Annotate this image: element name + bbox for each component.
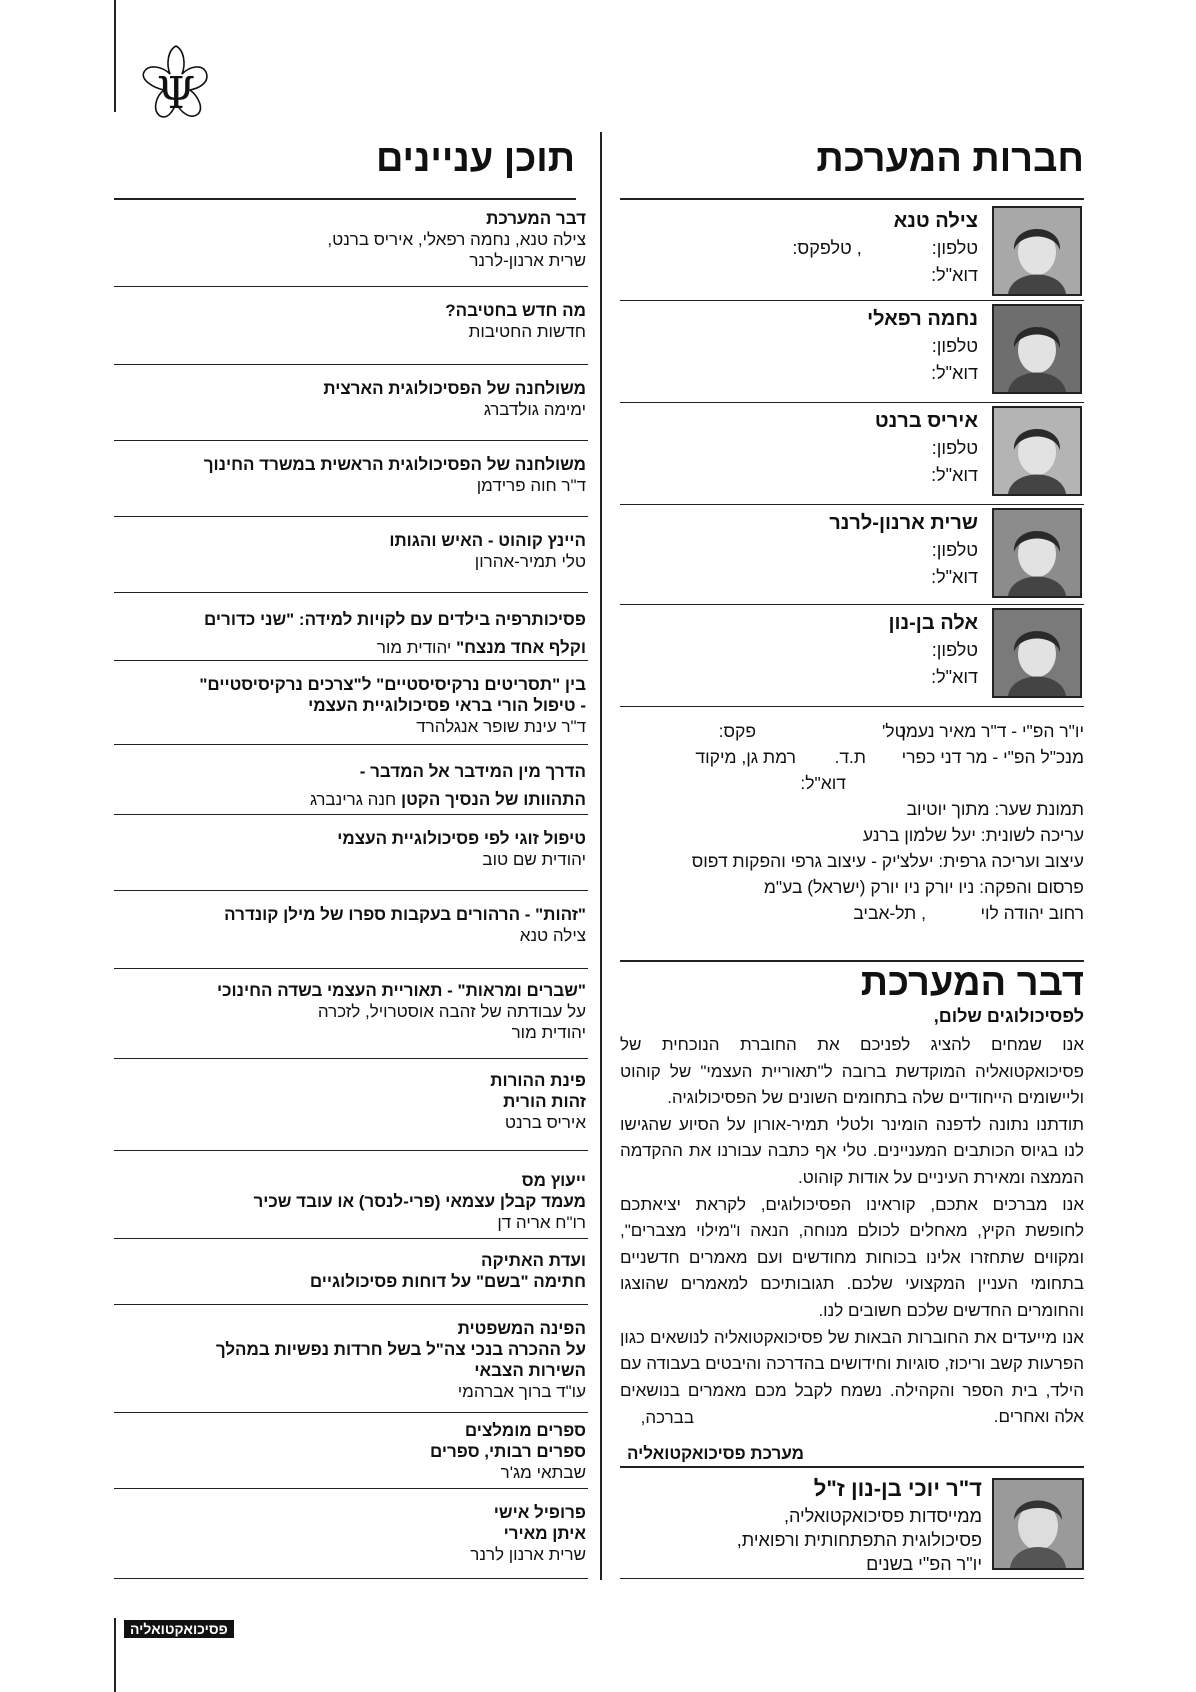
toc-item-title: על ההכרה בנכי צה"ל בשל חרדות נפשיות במהלך <box>215 1340 586 1359</box>
toc-item-rule <box>114 1578 588 1579</box>
board-title: חברות המערכת <box>816 138 1084 180</box>
toc-item-title: ספרים רבותי, ספרים <box>429 1442 586 1461</box>
member-photo <box>992 508 1082 598</box>
member-card <box>867 306 978 387</box>
member-photo <box>992 608 1082 698</box>
toc-item-author: צילה טנא <box>519 926 586 945</box>
toc-item-rule <box>114 744 588 745</box>
member-rule <box>620 706 1084 707</box>
memorial-name: ד"ר יוכי בן-נון ז"ל <box>813 1476 982 1501</box>
toc-item[interactable] <box>116 300 586 342</box>
toc-item-title: זהות הורית <box>503 1092 586 1111</box>
toc-item-rule <box>114 592 588 593</box>
toc-item-author: יהודית מור <box>376 638 452 657</box>
toc-item-title: ועדת האתיקה <box>481 1251 586 1270</box>
toc-item-author: חדשות החטיבות <box>468 322 586 341</box>
toc-item[interactable] <box>116 1420 586 1483</box>
toc-item[interactable] <box>116 1250 586 1292</box>
info-manager: מנכ"ל הפ"י - מר דני כפרי <box>901 747 1084 767</box>
toc-item-author: שבתאי מג'ר <box>500 1463 586 1482</box>
toc-item-title: השירות הצבאי <box>474 1361 586 1380</box>
toc-item-title: מעמד קבלן עצמאי (פרי-לנסר) או עובד שכיר <box>253 1192 586 1211</box>
toc-item-title: משולחנה של הפסיכולוגית הארצית <box>323 379 586 398</box>
toc-item-rule <box>114 1488 588 1489</box>
member-phone: טלפון: <box>931 438 978 458</box>
toc-item[interactable] <box>116 1502 586 1565</box>
memorial-line: יו"ר הפ"י בשנים <box>866 1554 982 1574</box>
info-city: רמת גן, מיקוד <box>695 747 796 767</box>
margin-rule-top <box>114 0 116 112</box>
toc-item-title: - טיפול הורי בראי פסיכולוגיית העצמי <box>308 696 586 715</box>
toc-item[interactable] <box>116 606 586 662</box>
toc-item-title: בין "תסריטים נרקיסיסטיים" ל"צרכים נרקיסיסטיים" <box>199 675 586 694</box>
member-rule <box>620 504 1084 505</box>
toc-item-author: ימימה גולדברג <box>483 400 586 419</box>
memorial-top-rule <box>620 1466 1084 1468</box>
toc-item[interactable] <box>116 454 586 496</box>
memorial-photo <box>992 1478 1084 1570</box>
toc-item-title: ספרים מומלצים <box>464 1421 586 1440</box>
member-rule <box>620 604 1084 605</box>
member-photo <box>992 206 1082 296</box>
info-street: רחוב יהודה לוי <box>980 903 1084 923</box>
toc-item-author: עו"ד ברוך אברהמי <box>457 1382 586 1401</box>
column-divider <box>600 132 602 1580</box>
toc-item-author: איריס ברנט <box>504 1113 586 1132</box>
member-email: דוא"ל: <box>931 567 978 587</box>
toc-item-author: טלי תמיר-אהרון <box>474 552 586 571</box>
editorial-body <box>620 1032 1084 1431</box>
member-name: אלה בן-נון <box>888 612 978 634</box>
toc-item-title: "שברים ומראות" - תאוריית העצמי בשדה החינוכי <box>216 981 586 1000</box>
toc-title-rule <box>114 198 576 200</box>
toc-item-author: צילה טנא, נחמה רפאלי, איריס ברנט, <box>327 230 586 249</box>
toc-item-rule <box>114 1304 588 1305</box>
toc-item-author: שרית ארנון-לרנר <box>469 251 586 270</box>
editorial-paragraph: אנו מייעדים את החוברות הבאות של פסיכואקטואליה לנושאים כגון הפרעות קשב וריכוז, סוגיות וחידושים בהדרכה והיבטים בעבודה עם הילד, בית הספר והקהילה. נשמח לקבל מכם מאמרים בנושאים אלה ואחרים. <box>620 1327 1084 1427</box>
toc-item[interactable] <box>116 1170 586 1233</box>
member-name: נחמה רפאלי <box>867 308 978 330</box>
toc-item-author: על עבודתה של זהבה אוסטרויל, לזכרה <box>317 1002 586 1021</box>
memorial-bottom-rule <box>620 1578 1084 1579</box>
toc-item[interactable] <box>116 828 586 870</box>
toc-item-rule <box>114 814 588 815</box>
info-chair: יו"ר הפ"י - ד"ר מאיר נעמן <box>901 721 1084 741</box>
toc-item-title: ייעוץ מס <box>521 1171 586 1190</box>
toc-item-title: חתימה "בשם" על דוחות פסיכולוגיים <box>309 1272 586 1291</box>
toc-item[interactable] <box>116 674 586 737</box>
toc-item-author: יהודית מור <box>511 1023 586 1042</box>
info-language-edit: עריכה לשונית: יעל שלמון ברנע <box>862 825 1084 845</box>
toc-item-author: ד"ר עינת שופר אנגלהרד <box>416 717 586 736</box>
toc-item-author: ד"ר חוה פרידמן <box>476 476 586 495</box>
toc-item-rule <box>114 286 588 287</box>
toc-item-title: התהוותו של הנסיך הקטן חנה גרינברג <box>310 790 586 809</box>
info-email: דוא"ל: <box>800 773 846 793</box>
toc-item-title: מה חדש בחטיבה? <box>445 301 586 320</box>
toc-item-rule <box>114 516 588 517</box>
toc-item[interactable] <box>116 208 586 271</box>
toc-item-rule <box>114 364 588 365</box>
info-street-city: , תל-אביב <box>853 903 926 923</box>
memorial-line: פסיכולוגית התפתחותית ורפואית, <box>736 1530 982 1550</box>
member-card <box>829 510 978 591</box>
toc-item-title: פסיכותרפיה בילדים עם לקויות למידה: "שני כדורים <box>204 610 586 629</box>
toc-item[interactable] <box>116 1070 586 1133</box>
member-email: דוא"ל: <box>931 363 978 383</box>
toc-item[interactable] <box>116 980 586 1043</box>
toc-item[interactable] <box>116 1318 586 1402</box>
info-chair-fax: פקס: <box>718 721 756 741</box>
psi-flower-logo-icon <box>140 40 212 122</box>
toc-item-rule <box>114 1238 588 1239</box>
member-phone: טלפון: <box>931 540 978 560</box>
memorial-lines <box>737 1504 982 1576</box>
member-phone: טלפון: <box>931 640 978 660</box>
member-name: שרית ארנון-לרנר <box>829 512 978 534</box>
member-rule <box>620 402 1084 403</box>
editorial-paragraph: אנו מברכים אתכם, קוראינו הפסיכולוגים, לקראת יציאתכם לחופשת הקיץ, מאחלים לכולם מנוחה, הנאה ו"מילוי מצברים", ומקווים שתחזרו אלינו בכוחות מחודשים ועם מאמרים חדשניים בתחומי העניין המקצועי שלכם. תגובותיכם למאמרים שהוצגו והחומרים החדשים שלכם חשובים לנו. <box>620 1194 1084 1320</box>
toc-item-title: טיפול זוגי לפי פסיכולוגיית העצמי <box>337 829 586 848</box>
member-name: איריס ברנט <box>874 410 978 432</box>
member-name: צילה טנא <box>893 210 978 232</box>
board-title-rule <box>620 198 1084 200</box>
toc-item-rule <box>114 1150 588 1151</box>
toc-item[interactable] <box>116 904 586 946</box>
member-fax: , טלפקס: <box>792 238 862 258</box>
member-card <box>875 408 978 489</box>
toc-item-author: חנה גרינברג <box>310 790 397 809</box>
toc-item-rule <box>114 1412 588 1413</box>
editorial-title: דבר המערכת <box>860 962 1084 1004</box>
toc-item-rule <box>114 440 588 441</box>
toc-item-author: רו"ח אריה דן <box>497 1213 586 1232</box>
member-rule <box>620 300 1084 301</box>
editorial-signature: מערכת פסיכואקטואליה <box>626 1444 804 1463</box>
toc-item-rule <box>114 968 588 969</box>
toc-item-author: שרית ארנון לרנר <box>470 1545 586 1564</box>
toc-item-rule <box>114 660 588 661</box>
toc-item-title: הדרך מין המידבר אל המדבר - <box>359 762 586 781</box>
member-email: דוא"ל: <box>931 465 978 485</box>
info-po-box: ת.ד. <box>834 747 866 767</box>
toc-item-rule <box>114 1058 588 1059</box>
toc-item-title: איתן מאירי <box>503 1524 586 1543</box>
toc-item-rule <box>114 890 588 891</box>
member-phone: טלפון: <box>931 336 978 356</box>
editorial-closing: בברכה, <box>640 1408 694 1427</box>
toc-item-title: פרופיל אישי <box>493 1503 586 1522</box>
toc-item-title: משולחנה של הפסיכולוגית הראשית במשרד החינוך <box>203 455 586 474</box>
editorial-paragraph: תודתנו נתונה לדפנה הומינר ולטלי תמיר-אורון על הסיוע שהגישו לנו בגיוס הכותבים המעניינים. טלי אף כתבה עבורנו את ההקדמה הממצה ומאירת העיניים על אודות קוהוט. <box>620 1114 1084 1187</box>
toc-title: תוכן עניינים <box>375 138 575 180</box>
info-design: עיצוב ועריכה גרפית: יעלצ'יק - עיצוב גרפי והפקות דפוס <box>691 851 1084 871</box>
toc-item-title: וקלף אחד מנצח" יהודית מור <box>376 638 586 657</box>
toc-item-title: דבר המערכת <box>486 209 586 228</box>
member-email: דוא"ל: <box>931 265 978 285</box>
editorial-greeting: לפסיכולוגים שלום, <box>933 1006 1084 1026</box>
toc-item[interactable] <box>116 758 586 814</box>
svg-text:Ψ: Ψ <box>156 68 196 119</box>
member-card <box>792 208 978 289</box>
toc-item-title: היינץ קוהוט - האיש והגותו <box>389 531 586 550</box>
member-photo <box>992 304 1082 394</box>
info-publishing: פרסום והפקה: ניו יורק ניו יורק (ישראל) בע"מ <box>763 877 1084 897</box>
info-chair-tel: טל' <box>881 721 906 741</box>
member-card <box>888 610 978 691</box>
member-photo <box>992 406 1082 496</box>
footer-label: פסיכואקטואליה <box>124 1620 234 1638</box>
toc-item-title: "זהות" - הרהורים בעקבות ספרו של מילן קונדרה <box>224 905 586 924</box>
toc-item[interactable] <box>116 378 586 420</box>
editorial-paragraph: אנו שמחים להציג לפניכם את החוברת הנוכחית של פסיכואקטואליה המוקדשת ברובה ל"תאוריית העצמי" של קוהוט וליישומים הייחודיים שלה בתחומים השונים של הפסיכולוגיה. <box>620 1035 1084 1108</box>
toc-item-title: הפינה המשפטית <box>457 1319 586 1338</box>
member-email: דוא"ל: <box>931 667 978 687</box>
toc-item[interactable] <box>116 530 586 572</box>
toc-item-title: פינת ההורות <box>490 1071 586 1090</box>
margin-rule-bottom <box>114 1618 116 1692</box>
info-cover-photo: תמונת שער: מתוך יוטיוב <box>906 799 1084 819</box>
member-phone: טלפון:, טלפקס: <box>792 238 978 258</box>
memorial-line: ממייסדות פסיכואקטואליה, <box>783 1506 982 1526</box>
toc-item-author: יהודית שם טוב <box>482 850 586 869</box>
